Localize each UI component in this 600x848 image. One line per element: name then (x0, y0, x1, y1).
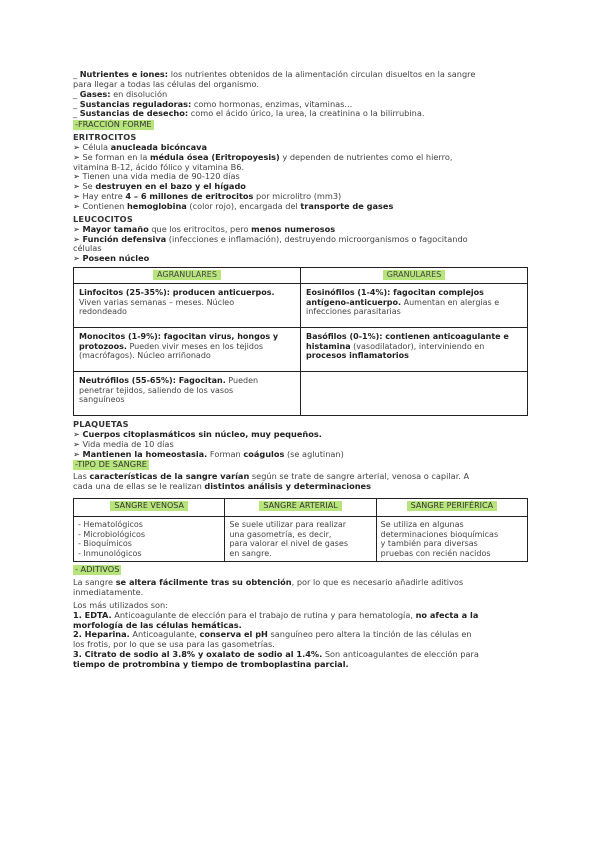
table-cell-basofilos: Basófilos (0-1%): contienen anticoagulante e histamina (vasodilatador), interviniendo en procesos inflamatorios (301, 328, 528, 372)
eritrocitos-item: ➢ Célula anucleada bicóncava (73, 141, 207, 152)
aditivos-paragraph-cont: inmediatamente. (73, 587, 144, 597)
leucocitos-item-cont: células (73, 243, 102, 254)
aditivos-paragraph: La sangre se altera fácilmente tras su obtención, por lo que es necesario añadirle aditivos (73, 577, 464, 588)
eritrocitos-item-cont: vitamina B-12, ácido fólico y vitamina B6. (73, 161, 245, 172)
tipos-sangre-table (73, 498, 528, 562)
table-cell-empty (301, 372, 528, 416)
arrow-bullet-icon: ➢ (73, 428, 80, 439)
plaquetas-item: ➢ Vida media de 10 días (73, 438, 174, 449)
aditivos-intro: Los más utilizados son: (73, 599, 168, 610)
arrow-bullet-icon: ➢ (73, 171, 80, 182)
leucocitos-item: ➢ Mayor tamaño que los eritrocitos, pero menos numerosos (73, 223, 336, 234)
eritrocitos-title: ERITROCITOS (73, 132, 137, 143)
table-header-row (74, 498, 528, 516)
tipo-sangre-paragraph: Las características de la sangre varían según se trate de sangre arterial, venosa o capilar. A (73, 471, 470, 482)
aditivo-heparina-cont: los frotis, por lo que se usa para las gasometrías. (73, 639, 275, 650)
nutrientes-line: _ Nutrientes e iones: los nutrientes obtenidos de la alimentación circulan disueltos en la sangre (73, 69, 476, 79)
table-cell-linfocitos: Linfocitos (25-35%): producen anticuerpos. Viven varias semanas – meses. Núcleo redondeado (74, 284, 301, 328)
table-cell-eosinofilos: Eosinófilos (1-4%): fagocitan complejos antígeno-anticuerpo. Aumentan en alergias e infecciones parasitarias (301, 284, 528, 328)
eritrocitos-item: ➢ Se destruyen en el bazo y el hígado (73, 181, 246, 192)
table-cell-venosa: - Hematológicos - Microbiológicos - Bioquímicos - Inmunológicos (74, 516, 225, 561)
table-cell-periferica: Se utiliza en algunas determinaciones bioquímicas y también para diversas pruebas con recién nacidos (376, 516, 527, 561)
table-header-arterial: SANGRE ARTERIAL (225, 498, 376, 516)
table-cell-monocitos: Monocitos (1-9%): fagocitan virus, hongos y protozoos. Pueden vivir meses en los tejidos (macrófagos). Núcleo arriñonado (74, 328, 301, 372)
arrow-bullet-icon: ➢ (73, 223, 80, 234)
aditivo-edta: 1. EDTA. Anticoagulante de elección para el trabajo de rutina y para hematología, no afecta a la (73, 609, 479, 620)
table-header-periferica: SANGRE PERIFÉRICA (376, 498, 527, 516)
aditivo-citrato: 3. Citrato de sodio al 3.8% y oxalato de sodio al 1.4%. Son anticoagulantes de elección para (73, 649, 479, 660)
aditivo-citrato-cont: tiempo de protrombina y tiempo de tromboplastina parcial. (73, 658, 349, 669)
table-row (74, 516, 528, 561)
leucocitos-item: ➢ Poseen núcleo (73, 253, 150, 264)
table-row (74, 284, 528, 328)
table-row (74, 328, 528, 372)
arrow-bullet-icon: ➢ (73, 448, 80, 459)
arrow-bullet-icon: ➢ (73, 200, 80, 211)
table-header-agranulares: AGRANULARES (74, 268, 301, 284)
plaquetas-item: ➢ Cuerpos citoplasmáticos sin núcleo, muy pequeños. (73, 428, 322, 439)
tipo-sangre-heading: -TIPO DE SANGRE (75, 459, 147, 470)
table-header-granulares: GRANULARES (301, 268, 528, 284)
leucocitos-table (73, 267, 528, 416)
leucocitos-title: LEUCOCITOS (73, 213, 133, 224)
aditivo-heparina: 2. Heparina. Anticoagulante, conserva el pH sanguíneo pero altera la tinción de las células en (73, 629, 472, 640)
document-body (73, 70, 528, 670)
gases-line: _ Gases: en disolución (73, 88, 168, 99)
eritrocitos-item: ➢ Contienen hemoglobina (color rojo), encargada del transporte de gases (73, 200, 394, 211)
arrow-bullet-icon: ➢ (73, 151, 80, 162)
arrow-bullet-icon: ➢ (73, 181, 80, 192)
plaquetas-item: ➢ Mantienen la homeostasia. Forman coágulos (se aglutinan) (73, 448, 344, 459)
table-cell-neutrofilos: Neutrófilos (55-65%): Fagocitan. Pueden penetrar tejidos, saliendo de los vasos sanguíneos (74, 372, 301, 416)
tipo-sangre-paragraph-cont: cada una de ellas se le realizan distintos análisis y determinaciones (73, 481, 371, 492)
aditivo-edta-cont: morfología de las células hemáticas. (73, 619, 242, 630)
eritrocitos-item: ➢ Se forman en la médula ósea (Eritropoyesis) y dependen de nutrientes como el hierro, (73, 151, 453, 162)
plaquetas-title: PLAQUETAS (73, 419, 129, 430)
eritrocitos-item: ➢ Tienen una vida media de 90-120 días (73, 171, 240, 182)
table-header-venosa: SANGRE VENOSA (74, 498, 225, 516)
arrow-bullet-icon: ➢ (73, 233, 80, 244)
arrow-bullet-icon: ➢ (73, 141, 80, 152)
desecho-line: _ Sustancias de desecho: como el ácido úrico, la urea, la creatinina o la bilirrubina. (73, 108, 425, 119)
nutrientes-line-cont: para llegar a todas las células del organismo. (73, 78, 259, 89)
arrow-bullet-icon: ➢ (73, 191, 80, 202)
arrow-bullet-icon: ➢ (73, 253, 80, 264)
reguladoras-line: _ Sustancias reguladoras: como hormonas, enzimas, vitaminas... (73, 98, 353, 109)
table-header-row (74, 268, 528, 284)
leucocitos-item: ➢ Función defensiva (infecciones e inflamación), destruyendo microorganismos o fagocitando (73, 233, 468, 244)
aditivos-heading: - ADITIVOS (75, 564, 120, 575)
table-row (74, 372, 528, 416)
table-cell-arterial: Se suele utilizar para realizar una gasometría, es decir, para valorar el nivel de gases en sangre. (225, 516, 376, 561)
arrow-bullet-icon: ➢ (73, 438, 80, 449)
eritrocitos-item: ➢ Hay entre 4 – 6 millones de eritrocitos por microlitro (mm3) (73, 191, 342, 202)
fraccion-forme-heading: -FRACCIÓN FORME (75, 119, 152, 130)
